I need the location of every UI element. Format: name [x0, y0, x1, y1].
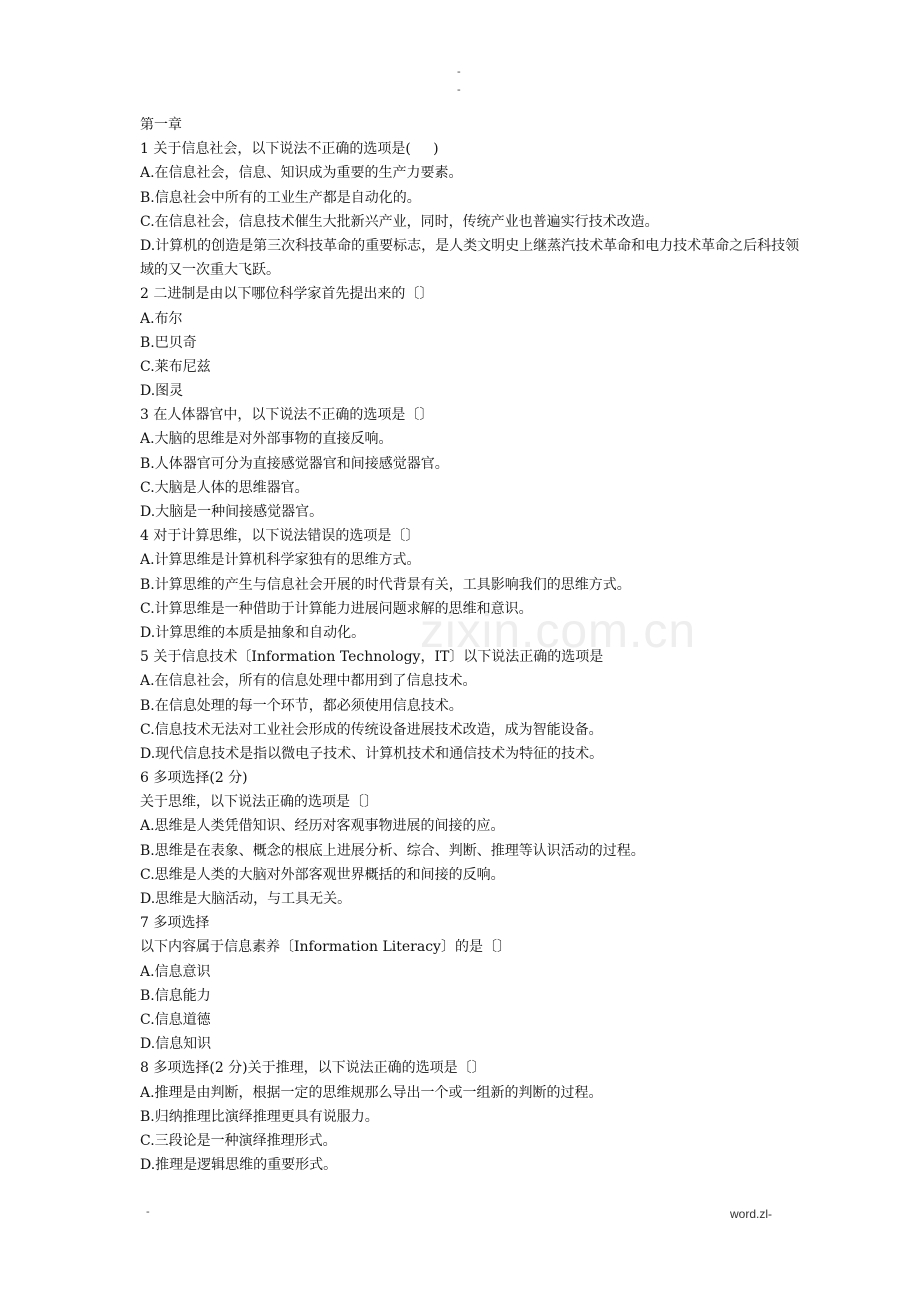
option-line: C.莱布尼兹	[140, 358, 211, 375]
chapter-title: 第一章	[140, 117, 182, 133]
option-line: 以下内容属于信息素养〔Information Literacy〕的是〔〕	[140, 939, 511, 956]
option-line: D.计算机的创造是第三次科技革命的重要标志，是人类文明史上继蒸汽技术革命和电力技术革命之后科技领域的又一次重大飞跃。	[140, 237, 800, 279]
option-line: D.思维是大脑活动，与工具无关。	[140, 891, 352, 908]
option-line: A.信息意识	[140, 963, 211, 980]
watermark: zixin.com.cn	[420, 605, 697, 658]
option-line: A.思维是人类凭借知识、经历对客观事物进展的间接的应。	[140, 818, 505, 835]
question-line: 1 关于信息社会，以下说法不正确的选项是( )	[140, 141, 439, 158]
option-line: C.思维是人类的大脑对外部客观世界概括的和间接的反响。	[140, 866, 505, 883]
option-line: C.信息技术无法对工业社会形成的传统设备进展技术改造，成为智能设备。	[140, 721, 603, 738]
question-line: 4 对于计算思维，以下说法错误的选项是〔〕	[140, 528, 420, 545]
option-line: A.布尔	[140, 310, 183, 327]
question-list	[140, 137, 800, 1177]
option-line: C.三段论是一种演绎推理形式。	[140, 1132, 337, 1149]
question-line: 8 多项选择(2 分)关于推理，以下说法正确的选项是〔〕	[140, 1060, 486, 1077]
option-line: B.巴贝奇	[140, 334, 197, 351]
option-line: A.大脑的思维是对外部事物的直接反响。	[140, 431, 393, 448]
option-line: D.计算思维的本质是抽象和自动化。	[140, 624, 366, 641]
option-line: C.计算思维是一种借助于计算能力进展问题求解的思维和意识。	[140, 600, 533, 617]
option-line: B.计算思维的产生与信息社会开展的时代背景有关，工具影响我们的思维方式。	[140, 576, 631, 593]
option-line: C.在信息社会，信息技术催生大批新兴产业，同时，传统产业也普遍实行技术改造。	[140, 213, 659, 230]
header-mark-bottom: -	[457, 84, 461, 96]
option-line: B.信息社会中所有的工业生产都是自动化的。	[140, 189, 421, 206]
option-line: C.大脑是人体的思维器官。	[140, 479, 309, 496]
footer-mark: -	[146, 1206, 150, 1218]
option-line: D.现代信息技术是指以微电子技术、计算机技术和通信技术为特征的技术。	[140, 745, 604, 762]
option-line: B.信息能力	[140, 987, 211, 1004]
option-line: 关于思维，以下说法正确的选项是〔〕	[140, 794, 378, 811]
option-line: B.人体器官可分为直接感觉器官和间接感觉器官。	[140, 455, 449, 472]
question-line: 7 多项选择	[140, 915, 210, 932]
option-line: A.在信息社会，所有的信息处理中都用到了信息技术。	[140, 673, 477, 690]
document-body	[140, 113, 800, 1177]
option-line: D.图灵	[140, 383, 184, 400]
option-line: D.大脑是一种间接感觉器官。	[140, 504, 324, 521]
header-mark-top: -	[457, 66, 461, 78]
option-line: D.信息知识	[140, 1036, 212, 1053]
option-line: A.在信息社会，信息、知识成为重要的生产力要素。	[140, 165, 463, 182]
question-line: 3 在人体器官中，以下说法不正确的选项是〔〕	[140, 407, 434, 424]
footer-source: word.zl-	[730, 1207, 773, 1221]
question-line: 5 关于信息技术〔Information Technology，IT〕以下说法正确的选项是	[140, 649, 604, 666]
option-line: B.归纳推理比演绎推理更具有说服力。	[140, 1108, 379, 1125]
question-line: 2 二进制是由以下哪位科学家首先提出来的〔〕	[140, 286, 434, 303]
option-line: B.在信息处理的每一个环节，都必须使用信息技术。	[140, 697, 463, 714]
option-line: A.计算思维是计算机科学家独有的思维方式。	[140, 552, 421, 569]
option-line: A.推理是由判断，根据一定的思维规那么导出一个或一组新的判断的过程。	[140, 1084, 603, 1101]
option-line: B.思维是在表象、概念的根底上进展分析、综合、判断、推理等认识活动的过程。	[140, 842, 645, 859]
question-line: 6 多项选择(2 分)	[140, 770, 248, 787]
option-line: C.信息道德	[140, 1011, 211, 1028]
option-line: D.推理是逻辑思维的重要形式。	[140, 1157, 338, 1174]
